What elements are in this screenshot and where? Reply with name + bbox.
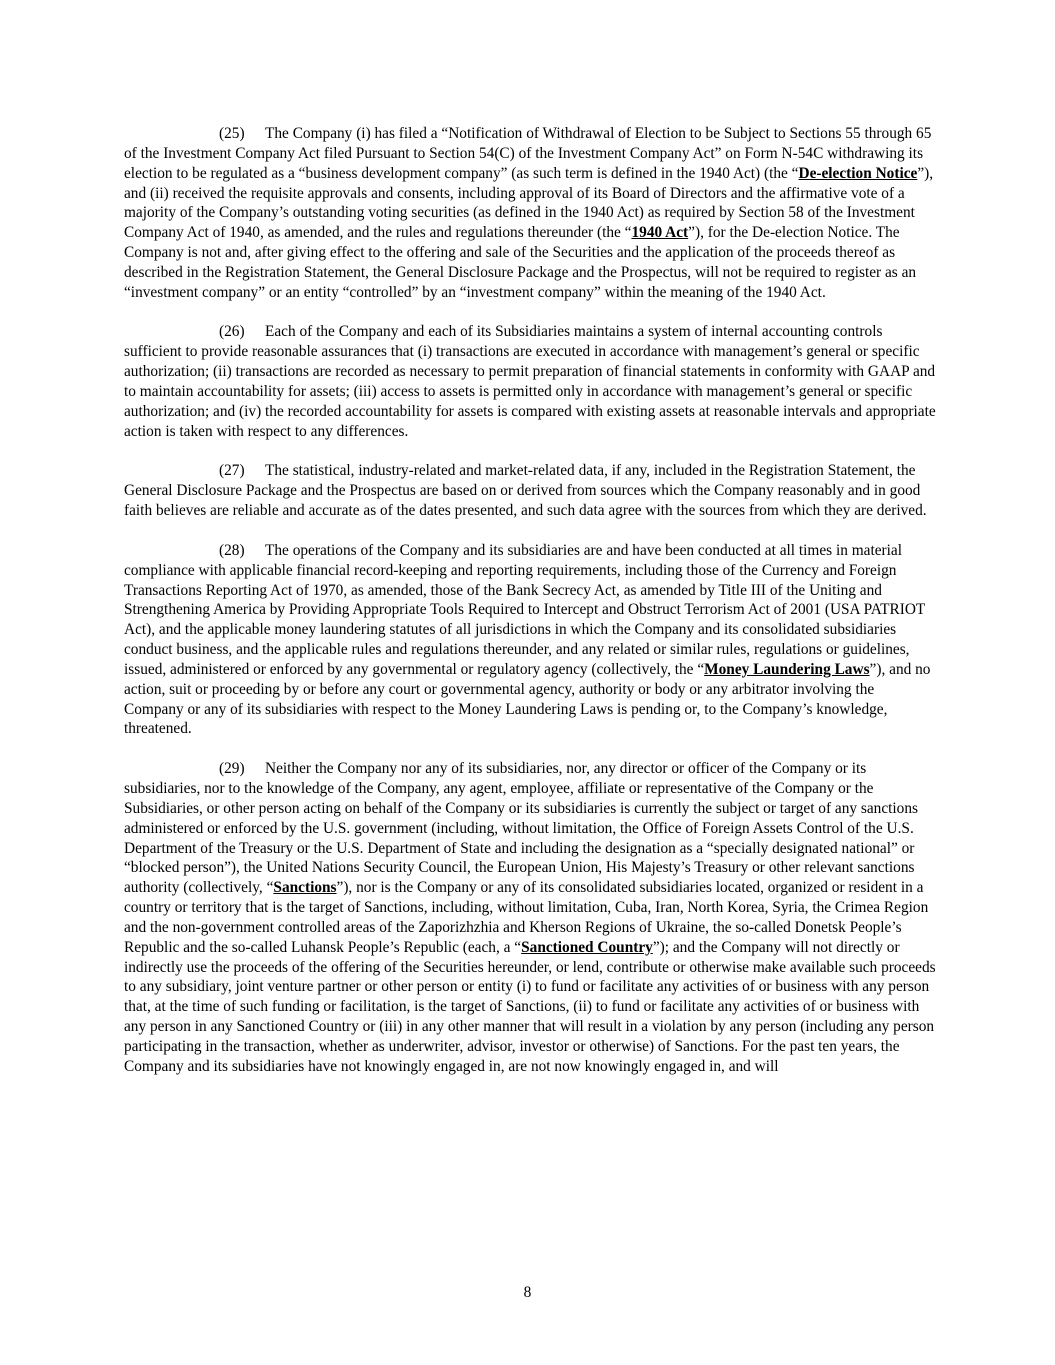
paragraph-29: [124, 759, 936, 1077]
defined-term-money-laundering-laws: Money Laundering Laws: [704, 660, 870, 678]
paragraph-text: ”); and the Company will not directly or indirectly use the proceeds of the offering of the Securities hereunder, or lend, contribute or otherwise make available such proceeds to any subsidiary, joint venture partner or other person or entity (i) to fund or facilitate any activities of or business with any person that, at the time of such funding or facilitation, is the target of Sanctions, (ii) to fund or facilitate any activities of or business with any person in any Sanctioned Country or (iii) in any other manner that will result in a violation by any person (including any person participating in the transaction, whether as underwriter, advisor, investor or otherwise) of Sanctions. For the past ten years, the Company and its subsidiaries have not knowingly engaged in, are not now knowingly engaged in, and will: [124, 938, 936, 1075]
paragraph-text: The statistical, industry-related and market-related data, if any, included in the Registration Statement, the General Disclosure Package and the Prospectus are based on or derived from sources which the Company reasonably and in good faith believes are reliable and accurate as of the dates presented, and such data agree with the sources from which they are derived.: [124, 462, 927, 520]
paragraph-number: (29): [219, 760, 245, 778]
document-body: [124, 124, 936, 1097]
paragraph-text: The operations of the Company and its subsidiaries are and have been conducted at all times in material compliance with applicable financial record-keeping and reporting requirements, including those of the Currency and Foreign Transactions Reporting Act of 1970, as amended, those of the Bank Secrecy Act, as amended by Title III of the Uniting and Strengthening America by Providing Appropriate Tools Required to Intercept and Obstruct Terrorism Act of 2001 (USA PATRIOT Act), and the applicable money laundering statutes of all jurisdictions in which the Company and its consolidated subsidiaries conduct business, and the applicable rules and regulations thereunder, and any related or similar rules, regulations or guidelines, issued, administered or enforced by any governmental or regulatory agency (collectively, the “: [124, 541, 926, 678]
paragraph-25: [124, 124, 936, 303]
paragraph-text: ”), and (ii) received the requisite approvals and consents, including approval of its Board of Directors and the affirmative vote of a majority of the Company’s outstanding voting securities (as defined in the 1940 Act) as required by Section 58 of the Investment Company Act of 1940, as amended, and the rules and regulations thereunder (the “: [124, 164, 934, 242]
paragraph-27: [124, 461, 936, 521]
defined-term-de-election-notice: De-election Notice: [798, 164, 918, 182]
defined-term-sanctions: Sanctions: [273, 879, 337, 897]
defined-term-sanctioned-country: Sanctioned Country: [521, 938, 653, 956]
paragraph-text: ”), for the De-election Notice. The Company is not and, after giving effect to the offering and sale of the Securities and the application of the proceeds thereof as described in the Registration Statement, the General Disclosure Package and the Prospectus, will not be required to register as an “investment company” or an entity “controlled” by an “investment company” within the meaning of the 1940 Act.: [124, 224, 917, 301]
paragraph-28: [124, 541, 936, 739]
paragraph-number: (27): [219, 462, 245, 480]
paragraph-text: ”), nor is the Company or any of its consolidated subsidiaries located, organized or resident in a country or territory that is the target of Sanctions, including, without limitation, Cuba, Iran, North Korea, Syria, the Crimea Region and the non-government controlled areas of the Zaporizhzhia and Kherson Regions of Ukraine, the so-called Donetsk People’s Republic and the so-called Luhansk People’s Republic (each, a “: [124, 879, 929, 956]
paragraph-text: The Company (i) has filed a “Notification of Withdrawal of Election to be Subject to Sections 55 through 65 of the Investment Company Act filed Pursuant to Section 54(C) of the Investment Company Act” on Form N-54C withdrawing its election to be regulated as a “business development company” (as such term is defined in the 1940 Act) (the “: [124, 125, 932, 182]
paragraph-number: (26): [219, 323, 245, 341]
paragraph-text: Neither the Company nor any of its subsidiaries, nor, any director or officer of the Company or its subsidiaries, nor to the knowledge of the Company, any agent, employee, affiliate or representative of the Company or the Subsidiaries, or other person acting on behalf of the Company or its subsidiaries is currently the subject or target of any sanctions administered or enforced by the U.S. government (including, without limitation, the Office of Foreign Assets Control of the U.S. Department of the Treasury or the U.S. Department of State and including the designation as a “specially designated national” or “blocked person”), the United Nations Security Council, the European Union, His Majesty’s Treasury or other relevant sanctions authority (collectively, “: [124, 760, 919, 897]
paragraph-number: (25): [219, 125, 245, 142]
page-number: 8: [523, 1284, 532, 1301]
paragraph-text: ”), and no action, suit or proceeding by or before any court or governmental agency, authority or body or any arbitrator involving the Company or any of its subsidiaries with respect to the Money Laundering Laws is pending or, to the Company’s knowledge, threatened.: [124, 660, 931, 738]
paragraph-number: (28): [219, 541, 245, 559]
defined-term-1940-act: 1940 Act: [631, 224, 689, 242]
paragraph-text: Each of the Company and each of its Subsidiaries maintains a system of internal accounting controls sufficient to provide reasonable assurances that (i) transactions are executed in accordance with management’s general or specific authorization; (ii) transactions are recorded as necessary to permit preparation of financial statements in conformity with GAAP and to maintain accountability for assets; (iii) access to assets is permitted only in accordance with management’s general or specific authorization; and (iv) the recorded accountability for assets is compared with existing assets at reasonable intervals and appropriate action is taken with respect to any differences.: [124, 323, 936, 440]
paragraph-26: [124, 322, 936, 441]
